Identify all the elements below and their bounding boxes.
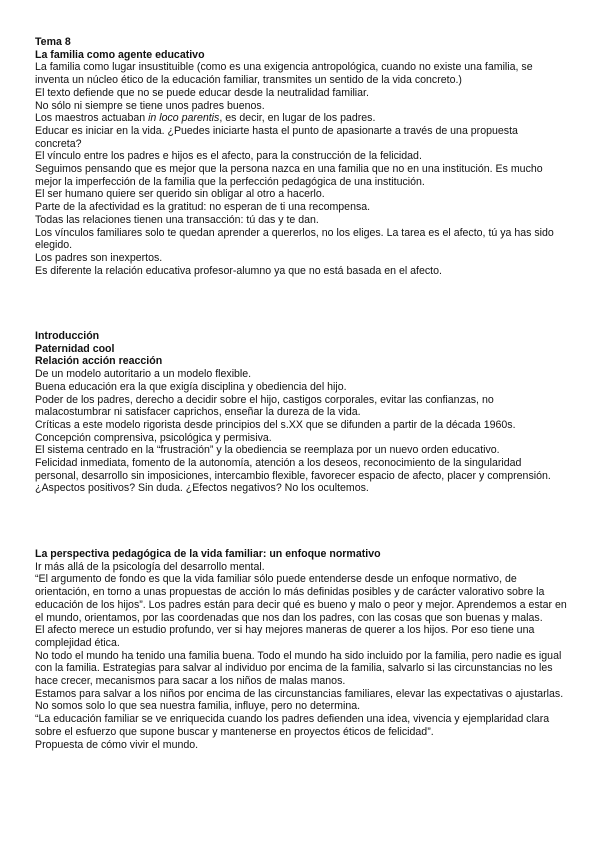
paragraph-maestros <box>35 112 567 125</box>
section-heading: La perspectiva pedagógica de la vida familiar: un enfoque normativo <box>35 548 381 560</box>
paragraph: Todas las relaciones tienen una transacción: tú das y te dan. <box>35 213 319 226</box>
paragraph: Educar es iniciar en la vida. ¿Puedes iniciarte hasta el punto de apasionarte a través de una propuesta concreta? <box>35 124 518 150</box>
introduccion-section <box>35 330 567 495</box>
section-subheading: Relación acción reacción <box>35 355 163 368</box>
paragraph: No somos solo lo que sea nuestra familia, influye, pero no determina. <box>35 700 361 713</box>
paragraph: El ser humano quiere ser querido sin obligar al otro a hacerlo. <box>35 188 325 201</box>
paragraph: No sólo ni siempre se tiene unos padres buenos. <box>35 99 265 112</box>
section-subheading: Paternidad cool <box>35 342 115 355</box>
paragraph: No todo el mundo ha tenido una familia buena. Todo el mundo ha sido incluido por la familia, pero nadie es igual con la familia. Estrategias para salvar al individuo por encima de la familia, salvarlo si las circunstancias no les hace crecer, mecanismos para sacar a los niños de malas manos. <box>35 649 562 688</box>
paragraph: ¿Aspectos positivos? Sin duda. ¿Efectos negativos? No los ocultemos. <box>35 482 369 495</box>
paragraph: Propuesta de cómo vivir el mundo. <box>35 738 199 751</box>
paragraph: Parte de la afectividad es la gratitud: no esperan de ti una recompensa. <box>35 201 371 214</box>
paragraph: Los vínculos familiares solo te quedan aprender a quererlos, no los eliges. La tarea es el afecto, tú ya has sido elegido. <box>35 226 554 252</box>
paragraph: El texto defiende que no se puede educar desde la neutralidad familiar. <box>35 86 369 99</box>
latin-phrase: in loco parentis <box>148 112 220 125</box>
tema-number: Tema 8 <box>35 36 71 48</box>
paragraph: Es diferente la relación educativa profesor-alumno ya que no está basada en el afecto. <box>35 264 442 277</box>
paragraph: Poder de los padres, derecho a decidir sobre el hijo, castigos corporales, evitar las confianzas, no malacostumbrar ni satisfacer caprichos, enseñar la dureza de la vida. <box>35 393 494 419</box>
paragraph: Los padres son inexpertos. <box>35 251 163 264</box>
section-heading: Introducción <box>35 330 100 342</box>
paragraph: “La educación familiar se ve enriquecida cuando los padres defienden una idea, vivencia y ejemplaridad clara sobre el esfuerzo que supone buscar y mantenerse en proyectos éticos de felicidad”. <box>35 713 550 738</box>
tema-title: La familia como agente educativo <box>35 48 205 61</box>
paragraph: De un modelo autoritario a un modelo flexible. <box>35 368 252 381</box>
paragraph: Concepción comprensiva, psicológica y permisiva. <box>35 431 272 444</box>
text-run: Los maestros actuaban <box>35 112 149 125</box>
paragraph: Felicidad inmediata, fomento de la autonomía, atención a los deseos, reconocimiento de la singularidad personal, desarrollo sin imposiciones, intercambio flexible, favorecer espacio de afecto, placer y comprensión. <box>35 457 551 482</box>
paragraph: Ir más allá de la psicología del desarrollo mental. <box>35 560 265 573</box>
paragraph: Estamos para salvar a los niños por encima de las circunstancias familiares, elevar las expectativas o ajustarlas. <box>35 687 564 700</box>
paragraph: El sistema centrado en la “frustración” y la obediencia se reemplaza por un nuevo orden educativo. <box>35 444 500 457</box>
paragraph: “El argumento de fondo es que la vida familiar sólo puede entenderse desde un enfoque normativo, de orientación, en torno a unas propuestas de acción lo más definidas posibles y de carácter valorativo sobre la educación de los hijos”. Los padres están para decir qué es bueno y malo o peor y mejor. Aprendemos a estar en el mundo, orientamos, por las coordenadas que nos dan los padres, con las cosas que son buenas y malas. <box>35 573 567 624</box>
tema-section <box>35 36 567 277</box>
paragraph: Buena educación era la que exigía disciplina y obediencia del hijo. <box>35 380 347 393</box>
paragraph: La familia como lugar insustituible (como es una exigencia antropológica, cuando no existe una familia, se inventa un núcleo ético de la educación familiar, transmites un sentido de la vida concreto.) <box>35 61 533 87</box>
perspectiva-section <box>35 548 567 751</box>
text-run: , es decir, en lugar de los padres. <box>219 112 376 125</box>
paragraph: El afecto merece un estudio profundo, ver si hay mejores maneras de querer a los hijos. Por eso tiene una complejidad ética. <box>35 624 535 649</box>
paragraph: Críticas a este modelo rigorista desde principios del s.XX que se difunden a partir de la década 1960s. <box>35 418 516 431</box>
paragraph: Seguimos pensando que es mejor que la persona nazca en una familia que no en una institución. Es mucho mejor la imperfección de la familia que la perfección pedagógica de una institución. <box>35 163 543 188</box>
paragraph: El vínculo entre los padres e hijos es el afecto, para la construcción de la felicidad. <box>35 150 422 163</box>
